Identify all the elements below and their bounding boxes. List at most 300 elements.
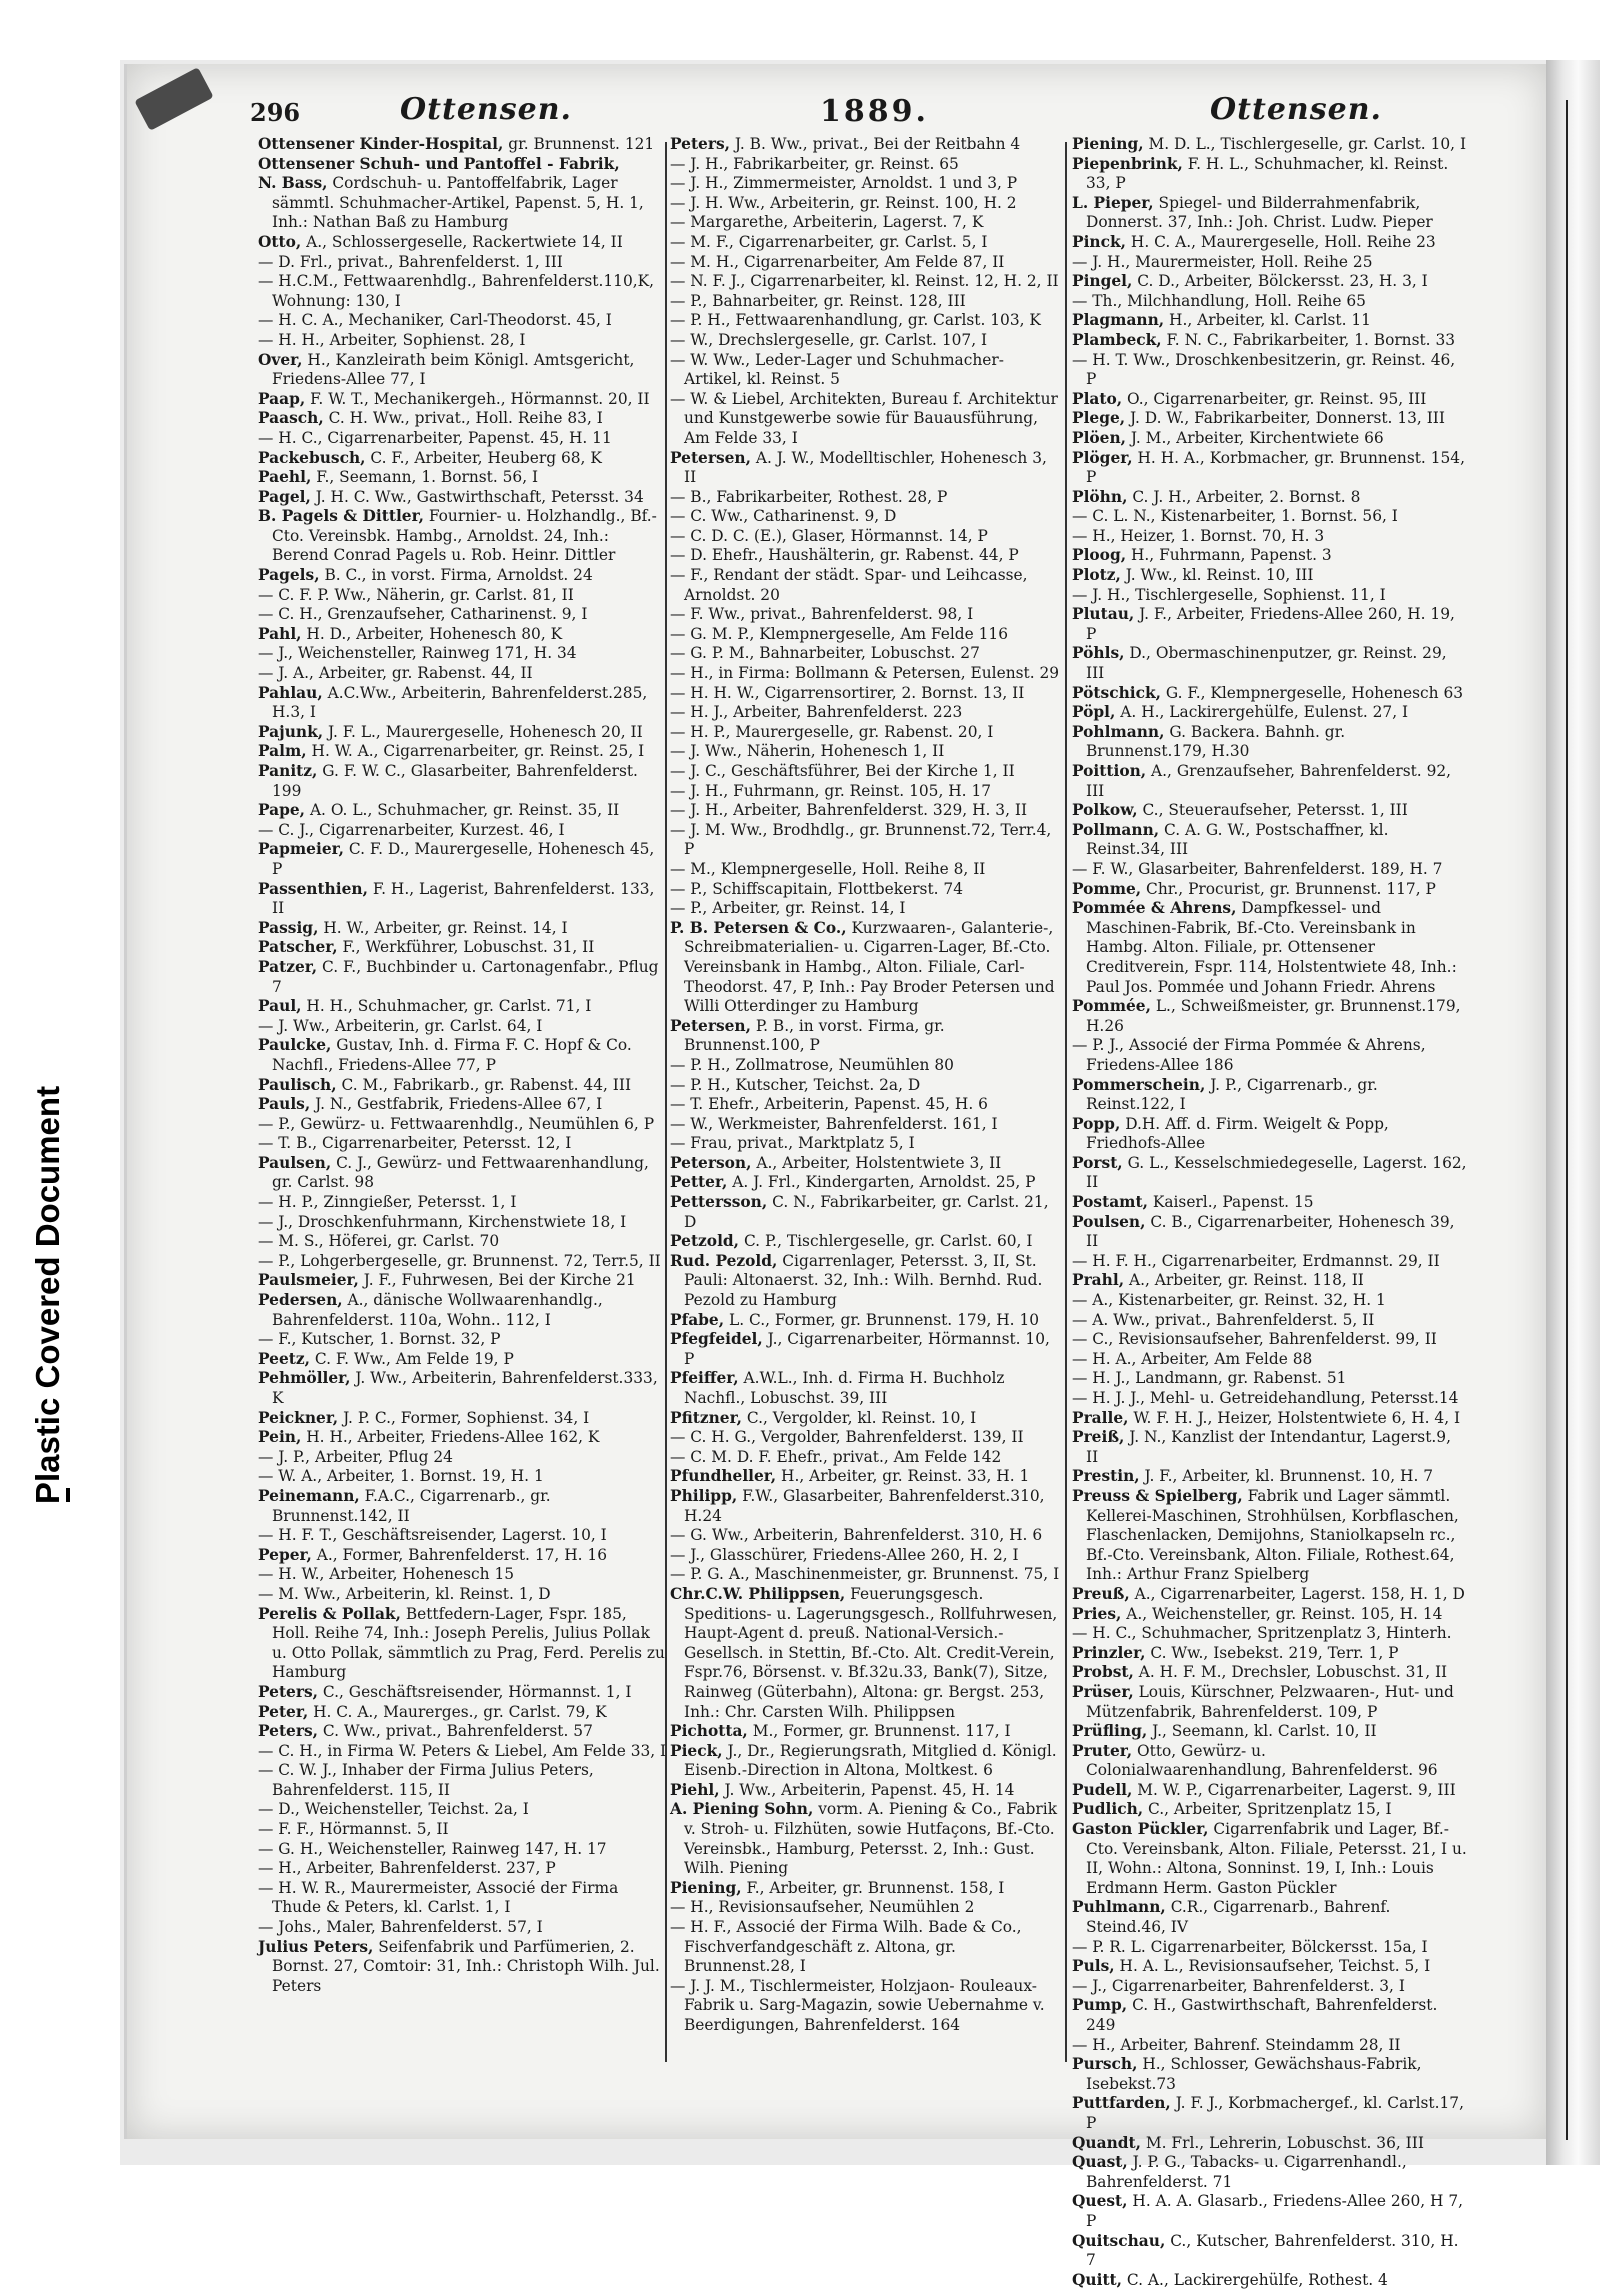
- directory-entry: [258, 997, 668, 1017]
- entry-details: — J., Cigarrenarbeiter, Bahrenfelderst. 3, I: [1072, 1976, 1405, 1995]
- entry-details: — H. A., Arbeiter, Am Felde 88: [1072, 1349, 1313, 1368]
- entry-details: Cigarrenfabrik und Lager, Bf.-Cto. Vereinsbank, Alton. Filiale, Petersst. 21, I u. II, Wohn.: Altona, Sonninst. 19, I, Inh.: Louis Erdmann Herm. Gaston Pückler: [1086, 1820, 1467, 1897]
- directory-entry: [258, 1761, 668, 1800]
- entry-details: L., Schweißmeister, gr. Brunnenst.179, H.26: [1086, 997, 1461, 1035]
- entry-name: Plöhn,: [1072, 487, 1128, 506]
- directory-entry: [1072, 1154, 1467, 1193]
- directory-entry: [258, 331, 668, 351]
- directory-entry: [670, 1800, 1060, 1878]
- directory-entry: [1072, 488, 1467, 508]
- directory-entry: [670, 1448, 1060, 1468]
- directory-entry: [258, 409, 668, 429]
- directory-entry: [1072, 155, 1467, 194]
- entry-details: H. H., Schuhmacher, gr. Carlst. 71, I: [301, 997, 592, 1016]
- entry-name: N. Bass,: [258, 174, 328, 193]
- directory-entry: [1072, 1644, 1467, 1664]
- entry-details: A. O. L., Schuhmacher, gr. Reinst. 35, II: [305, 801, 620, 820]
- entry-name: Paulcke,: [258, 1036, 332, 1055]
- directory-entry: [670, 546, 1060, 566]
- entry-name: Pöpl,: [1072, 703, 1116, 722]
- entry-name: Prüser,: [1072, 1682, 1134, 1701]
- directory-entry: [1072, 1996, 1467, 2035]
- entry-details: J. P. C., Former, Sophienst. 34, I: [338, 1408, 590, 1427]
- entry-details: D., Obermaschinenputzer, gr. Reinst. 29, III: [1086, 644, 1447, 683]
- entry-details: F., Seemann, 1. Bornst. 56, I: [311, 468, 539, 487]
- directory-entry: [258, 390, 668, 410]
- entry-details: — M. H., Cigarrenarbeiter, Am Felde 87, II: [670, 252, 1005, 271]
- directory-entry: [670, 1330, 1060, 1369]
- directory-entry: [258, 762, 668, 801]
- entry-details: C. A., Lackirergehülfe, Rothest. 4: [1122, 2270, 1388, 2289]
- entry-details: — Margarethe, Arbeiterin, Lagerst. 7, K: [670, 213, 984, 232]
- entry-details: F.A.C., Cigarrenarb., gr. Brunnenst.142, II: [272, 1486, 551, 1525]
- entry-details: — C. L. N., Kistenarbeiter, 1. Bornst. 56, I: [1072, 507, 1398, 526]
- entry-details: Kurzwaaren-, Galanterie-, Schreibmaterialien- u. Cigarren-Lager, Bf.-Cto. Vereinsbank in Hambg., Alton. Filiale, Carl-Theodorst. 47, P, Inh.: Pay Broder Petersen und Willi Otterdinger zu Hamburg: [684, 918, 1055, 1016]
- entry-details: H. C. A., Maurergeselle, Holl. Reihe 23: [1126, 232, 1436, 251]
- entry-name: Pettersson,: [670, 1193, 768, 1212]
- entry-details: — P. G. A., Maschinenmeister, gr. Brunnenst. 75, I: [670, 1565, 1060, 1584]
- entry-details: A., Arbeiter, Holstentwiete 3, II: [751, 1153, 1002, 1172]
- directory-entry: [1072, 1624, 1467, 1644]
- directory-entry: [1072, 1350, 1467, 1370]
- entry-name: Pfitzner,: [670, 1408, 742, 1427]
- directory-entry: [258, 1918, 668, 1938]
- entry-details: C., Kutscher, Bahrenfelderst. 310, H. 7: [1086, 2231, 1459, 2270]
- directory-entry: [258, 625, 668, 645]
- directory-entry: [1072, 1742, 1467, 1781]
- entry-details: — W., Werkmeister, Bahrenfelderst. 161, I: [670, 1114, 998, 1133]
- entry-details: — P. H., Kutscher, Teichst. 2a, D: [670, 1075, 921, 1094]
- entry-name: Paulsmeier,: [258, 1271, 359, 1290]
- page-header: [250, 92, 1530, 136]
- directory-entry: [670, 1918, 1060, 1977]
- entry-details: — H. J., Arbeiter, Bahrenfelderst. 223: [670, 703, 963, 722]
- directory-entry: [1072, 233, 1467, 253]
- entry-details: — J. P., Arbeiter, Pflug 24: [258, 1447, 453, 1466]
- directory-entry: [670, 1487, 1060, 1526]
- directory-entry: [670, 1115, 1060, 1135]
- directory-entry: [670, 1232, 1060, 1252]
- entry-details: — J. M. Ww., Brodhdlg., gr. Brunnenst.72, Terr.4, P: [670, 820, 1052, 859]
- directory-entry: [670, 1134, 1060, 1154]
- entry-details: — C. W. J., Inhaber der Firma Julius Peters, Bahrenfelderst. 115, II: [258, 1761, 594, 1799]
- entry-name: Rud. Pezold,: [670, 1251, 778, 1270]
- directory-entry: [258, 1605, 668, 1683]
- directory-entry: [670, 1585, 1060, 1722]
- directory-entry: [670, 801, 1060, 821]
- entry-details: H. H., Arbeiter, Friedens-Allee 162, K: [301, 1428, 600, 1447]
- directory-entry: [1072, 429, 1467, 449]
- entry-details: P. B., in vorst. Firma, gr. Brunnenst.100, P: [684, 1016, 945, 1055]
- entry-details: H., Arbeiter, kl. Carlst. 11: [1164, 311, 1371, 330]
- entry-details: C.R., Cigarrenarb., Bahrenf. Steind.46, IV: [1086, 1898, 1391, 1937]
- entry-details: H., Fuhrmann, Papenst. 3: [1126, 546, 1332, 565]
- entry-details: — A., Kistenarbeiter, gr. Reinst. 32, H. 1: [1072, 1291, 1386, 1310]
- entry-details: A. J. W., Modelltischler, Hohenesch 3, II: [684, 448, 1047, 487]
- entry-details: — P. R. L. Cigarrenarbeiter, Bölckersst. 15a, I: [1072, 1937, 1428, 1956]
- plastic-covered-label: Plastic Covered Document: [29, 1085, 66, 1505]
- entry-details: — C. M. D. F. Ehefr., privat., Am Felde 142: [670, 1447, 1002, 1466]
- entry-name: Ploog,: [1072, 546, 1127, 565]
- entry-name: Peters,: [258, 1682, 318, 1701]
- entry-name: Pralle,: [1072, 1408, 1129, 1427]
- directory-entry: [1072, 253, 1467, 273]
- entry-name: Pahlau,: [258, 683, 323, 702]
- directory-entry: [670, 860, 1060, 880]
- directory-entry: [258, 1271, 668, 1291]
- entry-details: — W., Drechslergeselle, gr. Carlst. 107, I: [670, 330, 988, 349]
- entry-details: — H. C., Cigarrenarbeiter, Papenst. 45, H. 11: [258, 428, 612, 447]
- entry-details: Gustav, Inh. d. Firma F. C. Hopf & Co. Nachfl., Friedens-Allee 77, P: [272, 1036, 632, 1074]
- entry-name: Otto,: [258, 232, 302, 251]
- entry-name: Petersen,: [670, 1016, 751, 1035]
- entry-details: H. C. A., Maurerges., gr. Carlst. 79, K: [308, 1702, 607, 1721]
- entry-name: Poittion,: [1072, 762, 1147, 780]
- directory-entry: [1072, 1722, 1467, 1742]
- directory-entry: [258, 958, 668, 997]
- directory-entry: [670, 1977, 1060, 2036]
- directory-entry: [1072, 1193, 1467, 1213]
- entry-details: A. H., Lackirergehülfe, Eulenst. 27, I: [1115, 703, 1409, 722]
- directory-entry: [258, 880, 668, 919]
- sidebar-tick-mark: [66, 1488, 70, 1502]
- entry-details: A., dänische Wollwaarenhandlg., Bahrenfelderst. 110a, Wohn.. 112, I: [272, 1291, 603, 1329]
- entry-details: C. B., Cigarrenarbeiter, Hohenesch 39, II: [1086, 1212, 1455, 1251]
- directory-entry: [1072, 1115, 1467, 1154]
- entry-details: C., Vergolder, kl. Reinst. 10, I: [741, 1408, 977, 1427]
- entry-details: — C. F. P. Ww., Näherin, gr. Carlst. 81, II: [258, 585, 574, 604]
- directory-entry: [670, 1879, 1060, 1899]
- directory-entry: [258, 155, 668, 175]
- entry-details: C. Ww., Isebekst. 219, Terr. 1, P: [1145, 1643, 1399, 1662]
- directory-entry: [670, 1526, 1060, 1546]
- directory-entry: [258, 1369, 668, 1408]
- entry-details: Feuerungsgesch. Speditions- u. Lagerungsgesch., Rollfuhrwesen, Haupt-Agent d. preuß. National-Versich.-Gesellsch. in Stettin, Bf.-Cto. Alt. Credit-Verein, Fspr.76, Börsenst. v. Bf.32u.33, Bank(7), Sitze, Rainweg (Güterbahn), Altona: gr. Bergst. 253, Inh.: Chr. Carsten Wilh. Philippsen: [684, 1584, 1058, 1721]
- entry-details: M. D. L., Tischlergeselle, gr. Carlst. 10, I: [1143, 135, 1467, 153]
- entry-name: Preuss & Spielberg,: [1072, 1486, 1243, 1505]
- entry-details: — H. T. Ww., Droschkenbesitzerin, gr. Reinst. 46, P: [1072, 350, 1456, 389]
- entry-name: Palm,: [258, 742, 307, 761]
- entry-name: Plege,: [1072, 409, 1126, 428]
- entry-details: — J. Ww., Näherin, Hohenesch 1, II: [670, 742, 945, 761]
- directory-entry: [670, 880, 1060, 900]
- entry-name: Quest,: [1072, 2192, 1128, 2211]
- entry-details: C. D., Arbeiter, Bölckersst. 23, H. 3, I: [1132, 272, 1428, 291]
- entry-name: Peterson,: [670, 1153, 752, 1172]
- directory-entry: [258, 1546, 668, 1566]
- directory-entry: [258, 174, 668, 233]
- directory-entry: [670, 194, 1060, 214]
- entry-details: J. Ww., kl. Reinst. 10, III: [1120, 566, 1314, 585]
- entry-name: Petter,: [670, 1173, 728, 1192]
- directory-entry: [258, 938, 668, 958]
- page-number: 296: [250, 98, 301, 127]
- directory-entry: [1072, 2094, 1467, 2133]
- entry-name: Puttfarden,: [1072, 2094, 1171, 2113]
- directory-entry: [1072, 409, 1467, 429]
- entry-details: — W. & Liebel, Architekten, Bureau f. Architektur und Kunstgewerbe sowie für Bauausführung, Am Felde 33, I: [670, 389, 1058, 447]
- entry-name: Piehl,: [670, 1780, 720, 1799]
- directory-entry: [670, 605, 1060, 625]
- entry-details: Seifenfabrik und Parfümerien, 2. Bornst. 27, Comtoir: 31, Inh.: Christoph Wilh. Jul. Peters: [272, 1937, 660, 1995]
- directory-entry: [258, 1330, 668, 1350]
- directory-entry: [258, 429, 668, 449]
- entry-name: Porst,: [1072, 1153, 1123, 1172]
- entry-name: Paehl,: [258, 468, 312, 487]
- entry-details: C. F., Arbeiter, Heuberg 68, K: [365, 448, 602, 467]
- entry-details: — H. F., Associé der Firma Wilh. Bade & Co., Fischverfandgeschäft z. Altona, gr. Brunnenst.28, I: [670, 1918, 1022, 1976]
- directory-entry: [258, 507, 668, 566]
- entry-name: Ottensener Kinder-Hospital,: [258, 135, 504, 153]
- directory-entry: [1072, 351, 1467, 390]
- entry-details: — H. H. W., Cigarrensortirer, 2. Bornst. 13, II: [670, 683, 1025, 702]
- directory-entry: [670, 1056, 1060, 1076]
- directory-entry: [258, 272, 668, 311]
- directory-entry: [258, 684, 668, 723]
- entry-details: — J. A., Arbeiter, gr. Rabenst. 44, II: [258, 664, 533, 683]
- entry-name: Pichotta,: [670, 1722, 748, 1741]
- entry-name: Plöen,: [1072, 428, 1127, 447]
- entry-details: — H., Revisionsaufseher, Neumühlen 2: [670, 1898, 975, 1917]
- directory-entry: [258, 586, 668, 606]
- running-title-left: Ottensen.: [400, 92, 572, 127]
- entry-details: J. B. Ww., privat., Bei der Reitbahn 4: [729, 135, 1021, 153]
- entry-details: — H. P., Maurergeselle, gr. Rabenst. 20, I: [670, 722, 994, 741]
- entry-details: — H. H., Arbeiter, Sophienst. 28, I: [258, 330, 526, 349]
- directory-entry: [258, 723, 668, 743]
- entry-details: — P., Arbeiter, gr. Reinst. 14, I: [670, 899, 906, 918]
- entry-details: Bettfedern-Lager, Fspr. 185, Holl. Reihe 74, Inh.: Joseph Perelis, Julius Pollak u. Otto Pollak, sämmtlich zu Prag, Ferd. Perelis zu Hamburg: [272, 1604, 665, 1682]
- entry-details: — G. P. M., Bahnarbeiter, Lobuschst. 27: [670, 644, 980, 663]
- directory-entry: [258, 801, 668, 821]
- entry-name: Poulsen,: [1072, 1212, 1146, 1231]
- entry-name: Pollmann,: [1072, 820, 1160, 839]
- entry-name: Pommée,: [1072, 997, 1151, 1016]
- entry-name: Peters,: [670, 135, 730, 153]
- entry-details: H., Arbeiter, gr. Reinst. 33, H. 1: [776, 1467, 1030, 1486]
- entry-details: J. N., Kanzlist der Intendantur, Lagerst.9, II: [1086, 1428, 1451, 1466]
- directory-entry: [258, 742, 668, 762]
- entry-details: J. P., Cigarrenarb., gr. Reinst.122, I: [1086, 1075, 1378, 1114]
- directory-entry: [670, 507, 1060, 527]
- entry-name: Pape,: [258, 801, 306, 820]
- entry-name: Quandt,: [1072, 2133, 1141, 2152]
- entry-details: vorm. A. Piening & Co., Fabrik v. Stroh- u. Filzhüten, sowie Hutfaçons, Bf.-Cto. Vereinsbk., Hamburg, Petersst. 2, Inh.: Gust. Wilh. Piening: [684, 1800, 1058, 1878]
- entry-name: Preuß,: [1072, 1584, 1130, 1603]
- directory-entry: [670, 1017, 1060, 1056]
- entry-name: Pohlmann,: [1072, 722, 1165, 741]
- entry-details: A.W.L., Inh. d. Firma H. Buchholz Nachfl., Lobuschst. 39, III: [684, 1369, 1005, 1407]
- directory-entry: [1072, 2232, 1467, 2271]
- entry-name: Plöger,: [1072, 448, 1133, 467]
- entry-details: F.W., Glasarbeiter, Bahrenfelderst.310, H.24: [684, 1486, 1045, 1525]
- facing-page-edge: [1546, 60, 1600, 2165]
- entry-details: H. A. A. Glasarb., Friedens-Allee 260, H 7, P: [1086, 2192, 1464, 2230]
- entry-name: Polkow,: [1072, 801, 1138, 820]
- directory-entry: [1072, 1428, 1467, 1467]
- entry-details: Cordschuh- u. Pantoffelfabrik, Lager sämmtl. Schuhmacher-Artikel, Papenst. 5, H. 1, Inh.: Nathan Baß zu Hamburg: [272, 174, 644, 232]
- directory-entry: [258, 1134, 668, 1154]
- directory-entry: [670, 1311, 1060, 1331]
- entry-name: Packebusch,: [258, 448, 366, 467]
- directory-entry: [1072, 507, 1467, 527]
- directory-entry: [1072, 1036, 1467, 1075]
- entry-details: A. J. Frl., Kindergarten, Arnoldst. 25, P: [727, 1173, 1036, 1192]
- entry-name: Pfabe,: [670, 1310, 725, 1329]
- entry-details: F., Werkführer, Lobuschst. 31, II: [337, 938, 595, 957]
- directory-entry: [670, 1193, 1060, 1232]
- entry-details: — W. Ww., Leder-Lager und Schuhmacher-Artikel, kl. Reinst. 5: [670, 350, 1004, 389]
- directory-entry: [670, 703, 1060, 723]
- directory-entry: [670, 292, 1060, 312]
- entry-details: — C. D. C. (E.), Glaser, Hörmannst. 14, P: [670, 526, 988, 545]
- directory-entry: [670, 1565, 1060, 1585]
- directory-entry: [1072, 1898, 1467, 1937]
- directory-entry: [670, 1781, 1060, 1801]
- entry-details: J. F. L., Maurergeselle, Hohenesch 20, II: [323, 722, 643, 741]
- entry-name: Plato,: [1072, 389, 1123, 408]
- directory-entry: [670, 233, 1060, 253]
- directory-entry: [670, 762, 1060, 782]
- entry-details: — J. C., Geschäftsführer, Bei der Kirche 1, II: [670, 762, 1015, 780]
- entry-details: — H., Heizer, 1. Bornst. 70, H. 3: [1072, 526, 1325, 545]
- entry-details: — H. F. T., Geschäftsreisender, Lagerst. 10, I: [258, 1526, 607, 1545]
- directory-entry: [1072, 1330, 1467, 1350]
- entry-details: — G. M. P., Klempnergeselle, Am Felde 116: [670, 624, 1009, 643]
- entry-name: Plagmann,: [1072, 311, 1165, 330]
- entry-name: Panitz,: [258, 762, 318, 780]
- entry-details: Chr., Procurist, gr. Brunnenst. 117, P: [1141, 879, 1436, 898]
- entry-details: J. F., Arbeiter, Friedens-Allee 260, H. 19, P: [1086, 605, 1455, 643]
- directory-entry: [258, 488, 668, 508]
- directory-entry: [1072, 2036, 1467, 2056]
- entry-details: — J. H., Arbeiter, Bahrenfelderst. 329, H. 3, II: [670, 801, 1028, 820]
- entry-name: Postamt,: [1072, 1193, 1148, 1212]
- entry-details: — J. H., Maurermeister, Holl. Reihe 25: [1072, 252, 1373, 271]
- directory-entry: [258, 1565, 668, 1585]
- entry-details: F., Arbeiter, gr. Brunnenst. 158, I: [741, 1878, 1005, 1897]
- entry-details: A. H. F. M., Drechsler, Lobuschst. 31, II: [1133, 1663, 1448, 1682]
- entry-name: Peters,: [258, 1722, 318, 1741]
- entry-name: Peetz,: [258, 1349, 310, 1368]
- directory-entry: [670, 174, 1060, 194]
- directory-entry: [670, 1369, 1060, 1408]
- directory-entry: [1072, 1957, 1467, 1977]
- entry-details: J., Cigarrenarbeiter, Hörmannst. 10, P: [684, 1330, 1050, 1368]
- entry-details: O., Cigarrenarbeiter, gr. Reinst. 95, III: [1122, 389, 1427, 408]
- entry-details: Kaiserl., Papenst. 15: [1147, 1193, 1314, 1212]
- entry-name: Passenthien,: [258, 879, 368, 898]
- directory-entry: [670, 1742, 1060, 1781]
- directory-entry: [1072, 1213, 1467, 1252]
- directory-entry: [670, 253, 1060, 273]
- entry-details: — M. Ww., Arbeiterin, kl. Reinst. 1, D: [258, 1584, 551, 1603]
- entry-details: — W. A., Arbeiter, 1. Bornst. 19, H. 1: [258, 1467, 544, 1486]
- entry-details: Spiegel- und Bilderrahmenfabrik, Donnerst. 37, Inh.: Joh. Christ. Ludw. Pieper: [1086, 193, 1433, 232]
- entry-details: C. F., Buchbinder u. Cartonagenfabr., Pflug 7: [272, 957, 659, 996]
- entry-name: Pfeiffer,: [670, 1369, 739, 1388]
- entry-name: Pagels,: [258, 566, 320, 585]
- entry-details: C. H., Gastwirthschaft, Bahrenfelderst. 249: [1086, 1996, 1438, 2034]
- entry-details: J. Ww., Arbeiterin, Papenst. 45, H. 14: [719, 1780, 1015, 1799]
- directory-entry: [670, 1076, 1060, 1096]
- entry-details: M. W. P., Cigarrenarbeiter, Lagerst. 9, III: [1132, 1780, 1456, 1799]
- entry-details: Dampfkessel- und Maschinen-Fabrik, Bf.-Cto. Vereinsbank in Hambg. Alton. Filiale, pr. Ottensener Creditverein, Fspr. 114, Holstentwiete 48, Inh.: Paul Jos. Pommée und Johann Friedr. Ahrens: [1086, 899, 1457, 996]
- entry-details: — D. Ehefr., Haushälterin, gr. Rabenst. 44, P: [670, 546, 1019, 565]
- entry-details: — P., Gewürz- u. Fettwaarenhdlg., Neumühlen 6, P: [258, 1114, 655, 1133]
- directory-entry: [258, 135, 668, 155]
- entry-details: J. M., Arbeiter, Kirchentwiete 66: [1126, 428, 1384, 447]
- entry-details: A., Cigarrenarbeiter, Lagerst. 158, H. 1, D: [1129, 1584, 1465, 1603]
- directory-entry: [258, 644, 668, 664]
- entry-name: Paap,: [258, 389, 306, 408]
- entry-details: — M. F., Cigarrenarbeiter, gr. Carlst. 5, I: [670, 232, 988, 251]
- entry-details: — J. Ww., Arbeiterin, gr. Carlst. 64, I: [258, 1016, 543, 1035]
- entry-details: H. W., Arbeiter, gr. Reinst. 14, I: [318, 918, 568, 937]
- entry-name: Pagel,: [258, 487, 311, 506]
- entry-details: C. J., Gewürz- und Fettwaarenhandlung, gr. Carlst. 98: [272, 1153, 649, 1192]
- directory-entry: [1072, 703, 1467, 723]
- directory-column-3: [1072, 135, 1467, 2289]
- entry-name: Julius Peters,: [258, 1937, 374, 1956]
- directory-column-2: [670, 135, 1060, 2060]
- entry-name: Quitt,: [1072, 2270, 1123, 2289]
- entry-details: — C. J., Cigarrenarbeiter, Kurzest. 46, I: [258, 820, 565, 839]
- directory-entry: [258, 1095, 668, 1115]
- entry-name: Peter,: [258, 1702, 309, 1721]
- directory-entry: [1072, 997, 1467, 1036]
- entry-name: Popp,: [1072, 1114, 1121, 1133]
- entry-details: C. H. Ww., privat., Holl. Reihe 83, I: [323, 409, 603, 428]
- entry-details: A., Arbeiter, gr. Reinst. 118, II: [1124, 1271, 1364, 1290]
- entry-name: Pauls,: [258, 1095, 311, 1114]
- entry-name: Pries,: [1072, 1604, 1122, 1623]
- entry-details: H. H. A., Korbmacher, gr. Brunnenst. 154, P: [1086, 448, 1465, 487]
- entry-name: Prahl,: [1072, 1271, 1125, 1290]
- directory-entry: [258, 1820, 668, 1840]
- entry-name: Perelis & Pollak,: [258, 1604, 401, 1623]
- directory-entry: [258, 1879, 668, 1918]
- entry-details: G. F. W. C., Glasarbeiter, Bahrenfelderst. 199: [272, 762, 638, 800]
- directory-entry: [258, 311, 668, 331]
- directory-entry: [258, 1291, 668, 1330]
- directory-entry: [1072, 801, 1467, 821]
- directory-entry: [258, 1115, 668, 1135]
- directory-entry: [258, 1409, 668, 1429]
- directory-entry: [258, 1840, 668, 1860]
- entry-details: G. F., Klempnergeselle, Hohenesch 63: [1161, 683, 1464, 702]
- entry-details: — J. H. Ww., Arbeiterin, gr. Reinst. 100, H. 2: [670, 193, 1017, 212]
- entry-name: Pein,: [258, 1428, 302, 1447]
- entry-name: Passig,: [258, 918, 319, 937]
- entry-details: H., Schlosser, Gewächshaus-Fabrik, Isebekst.73: [1086, 2055, 1422, 2093]
- entry-details: — D. Frl., privat., Bahrenfelderst. 1, III: [258, 252, 563, 271]
- entry-details: L. C., Former, gr. Brunnenst. 179, H. 10: [724, 1310, 1040, 1329]
- directory-entry: [1072, 1800, 1467, 1820]
- page-year: 1889.: [820, 94, 929, 129]
- entry-name: Peper,: [258, 1545, 312, 1564]
- entry-details: C. F. D., Maurergeselle, Hohenesch 45, P: [272, 840, 655, 878]
- directory-entry: [1072, 1369, 1467, 1389]
- entry-details: — J. H., Tischlergeselle, Sophienst. 11, I: [1072, 585, 1386, 604]
- directory-entry: [1072, 1409, 1467, 1429]
- entry-details: — F. W., Glasarbeiter, Bahrenfelderst. 189, H. 7: [1072, 859, 1443, 878]
- directory-entry: [1072, 762, 1467, 801]
- entry-details: — P., Schiffscapitain, Flottbekerst. 74: [670, 879, 964, 898]
- directory-entry: [670, 1546, 1060, 1566]
- entry-name: Pieck,: [670, 1741, 723, 1760]
- entry-name: Prestin,: [1072, 1467, 1140, 1486]
